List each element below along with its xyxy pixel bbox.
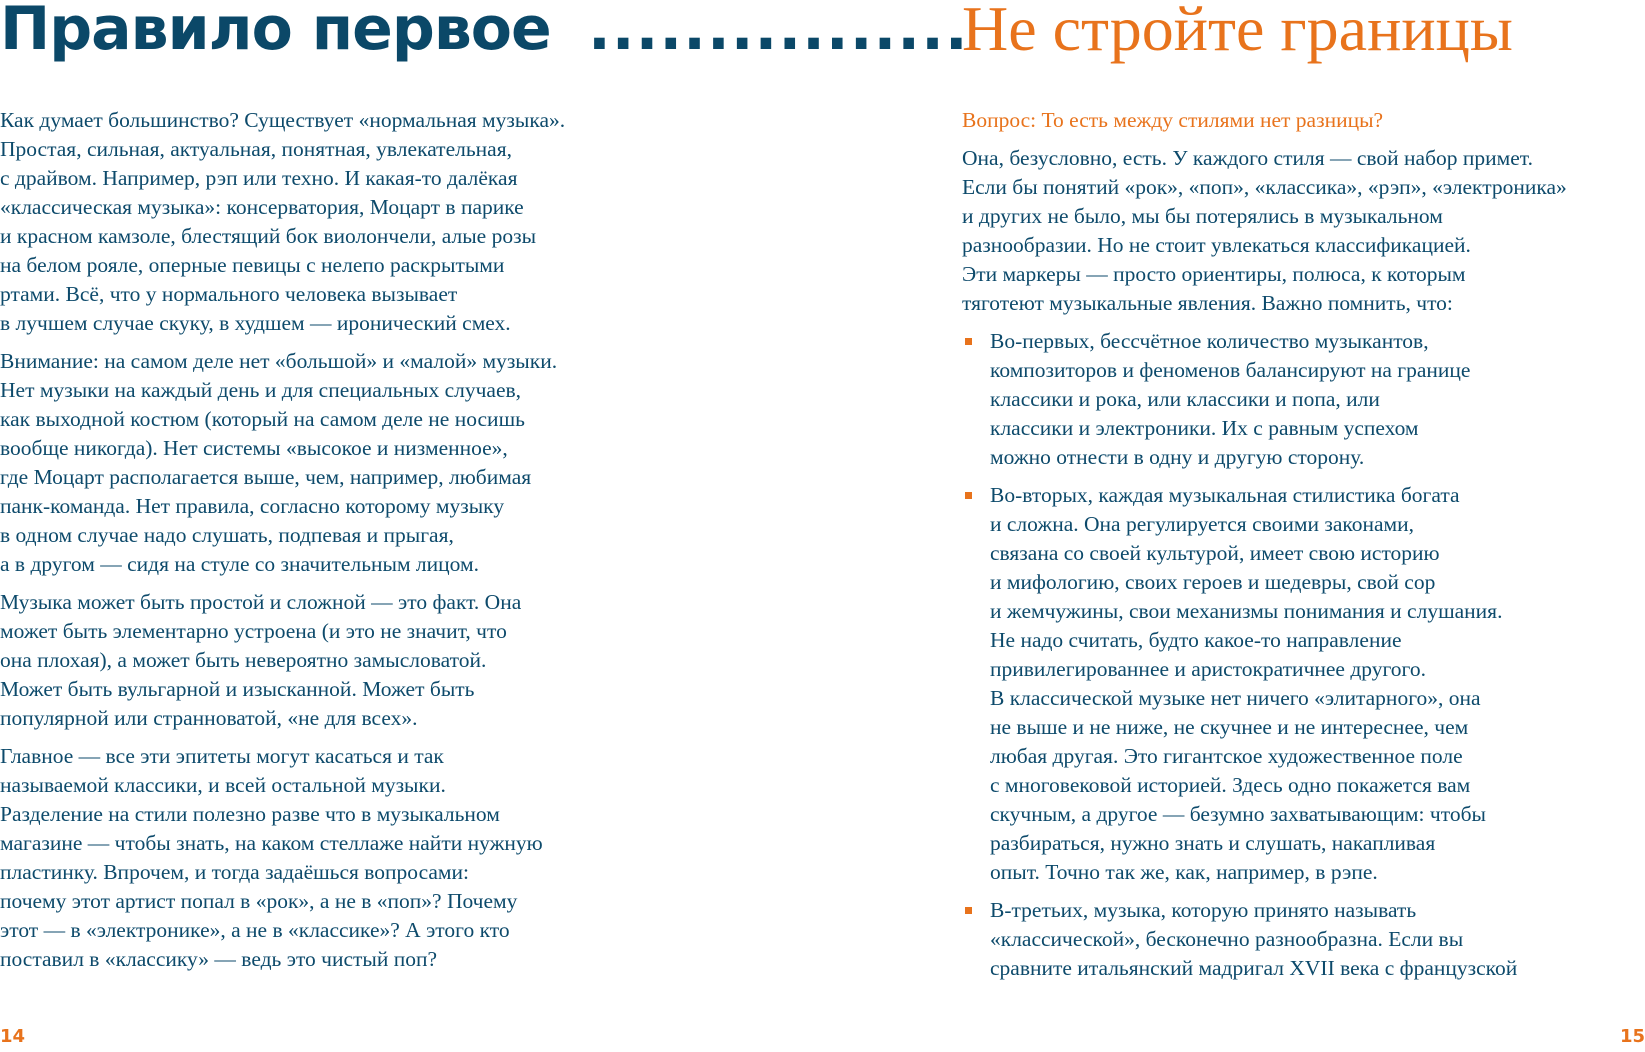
list-item	[962, 481, 1642, 887]
paragraph: Внимание: на самом деле нет «большой» и «малой» музыки. Нет музыки на каждый день и для специальных случаев, как выходной костюм (который на самом деле не носишь вообще никогда). Нет системы «высокое и низменное», где Моцарт располагается выше, чем, например, любимая панк-команда. Нет правила, согласно которому музыку в одном случае надо слушать, подпевая и прыгая, а в другом — сидя на стуле со значительным лицом.	[0, 349, 558, 576]
square-bullet-icon	[965, 907, 972, 914]
page-header	[0, 0, 1645, 66]
title-dot-leader: ................	[588, 0, 969, 64]
list-item	[962, 896, 1642, 983]
right-column	[962, 106, 1642, 992]
paragraph: Главное — все эти эпитеты могут касаться и так называемой классики, и всей остальной музыки. Разделение на стили полезно разве что в музыкальном магазине — чтобы знать, на каком стеллаже найти нужную пластинку. Впрочем, и тогда задаёшься вопросами: почему этот артист попал в «рок», а не в «поп»? Почему этот — в «электронике», а не в «классике»? А этого кто поставил в «классику» — ведь это чистый поп?	[0, 744, 543, 971]
paragraph: Музыка может быть простой и сложной — это факт. Она может быть элементарно устроена (и это не значит, что она плохая), а может быть невероятно замысловатой. Может быть вульгарной и изысканной. Может быть популярной или странноватой, «не для всех».	[0, 590, 522, 730]
list-item-text: Во-вторых, каждая музыкальная стилистика богата и сложна. Она регулируется своими законами, связана со своей культурой, имеет свою историю и мифологию, своих героев и шедевры, свой сор и жемчужины, свои механизмы понимания и слушания. Не надо считать, будто какое-то направление привилегированнее и аристократичнее другого. В классической музыке нет ничего «элитарного», она не выше и не ниже, не скучнее и не интереснее, чем любая другая. Это гигантское художественное поле с многовековой историей. Здесь одно покажется вам скучным, а другое — безумно захватывающим: чтобы разбираться, нужно знать и слушать, накапливая опыт. Точно так же, как, например, в рэпе.	[990, 483, 1503, 884]
list-item-text: В-третьих, музыка, которую принято называть «классической», бесконечно разнообразна. Если вы сравните итальянский мадригал XVII века с французской	[990, 898, 1518, 980]
square-bullet-icon	[965, 492, 972, 499]
page-number-left: 14	[0, 1026, 26, 1047]
page-number-right: 15	[1619, 1026, 1645, 1047]
question-heading: Вопрос: То есть между стилями нет разницы?	[962, 108, 1384, 132]
list-item	[962, 327, 1642, 472]
chapter-subtitle: Не стройте границы	[962, 0, 1513, 64]
bullet-list	[962, 327, 1642, 983]
answer-intro: Она, безусловно, есть. У каждого стиля — свой набор примет. Если бы понятий «рок», «поп», «классика», «рэп», «электроника» и других не было, мы бы потерялись в музыкальном разнообразии. Но не стоит увлекаться классификацией. Эти маркеры — просто ориентиры, полюса, к которым тяготеют музыкальные явления. Важно помнить, что:	[962, 146, 1567, 315]
left-column	[0, 106, 670, 983]
square-bullet-icon	[965, 338, 972, 345]
chapter-title: Правило первое	[0, 0, 551, 64]
list-item-text: Во-первых, бессчётное количество музыкантов, композиторов и феноменов балансируют на границе классики и рока, или классики и попа, или классики и электроники. Их с равным успехом можно отнести в одну и другую сторону.	[990, 329, 1471, 469]
paragraph: Как думает большинство? Существует «нормальная музыка». Простая, сильная, актуальная, понятная, увлекательная, с драйвом. Например, рэп или техно. И какая-то далёкая «классическая музыка»: консерватория, Моцарт в парике и красном камзоле, блестящий бок виолончели, алые розы на белом рояле, оперные певицы с нелепо раскрытыми ртами. Всё, что у нормального человека вызывает в лучшем случае скуку, в худшем — иронический смех.	[0, 108, 566, 335]
